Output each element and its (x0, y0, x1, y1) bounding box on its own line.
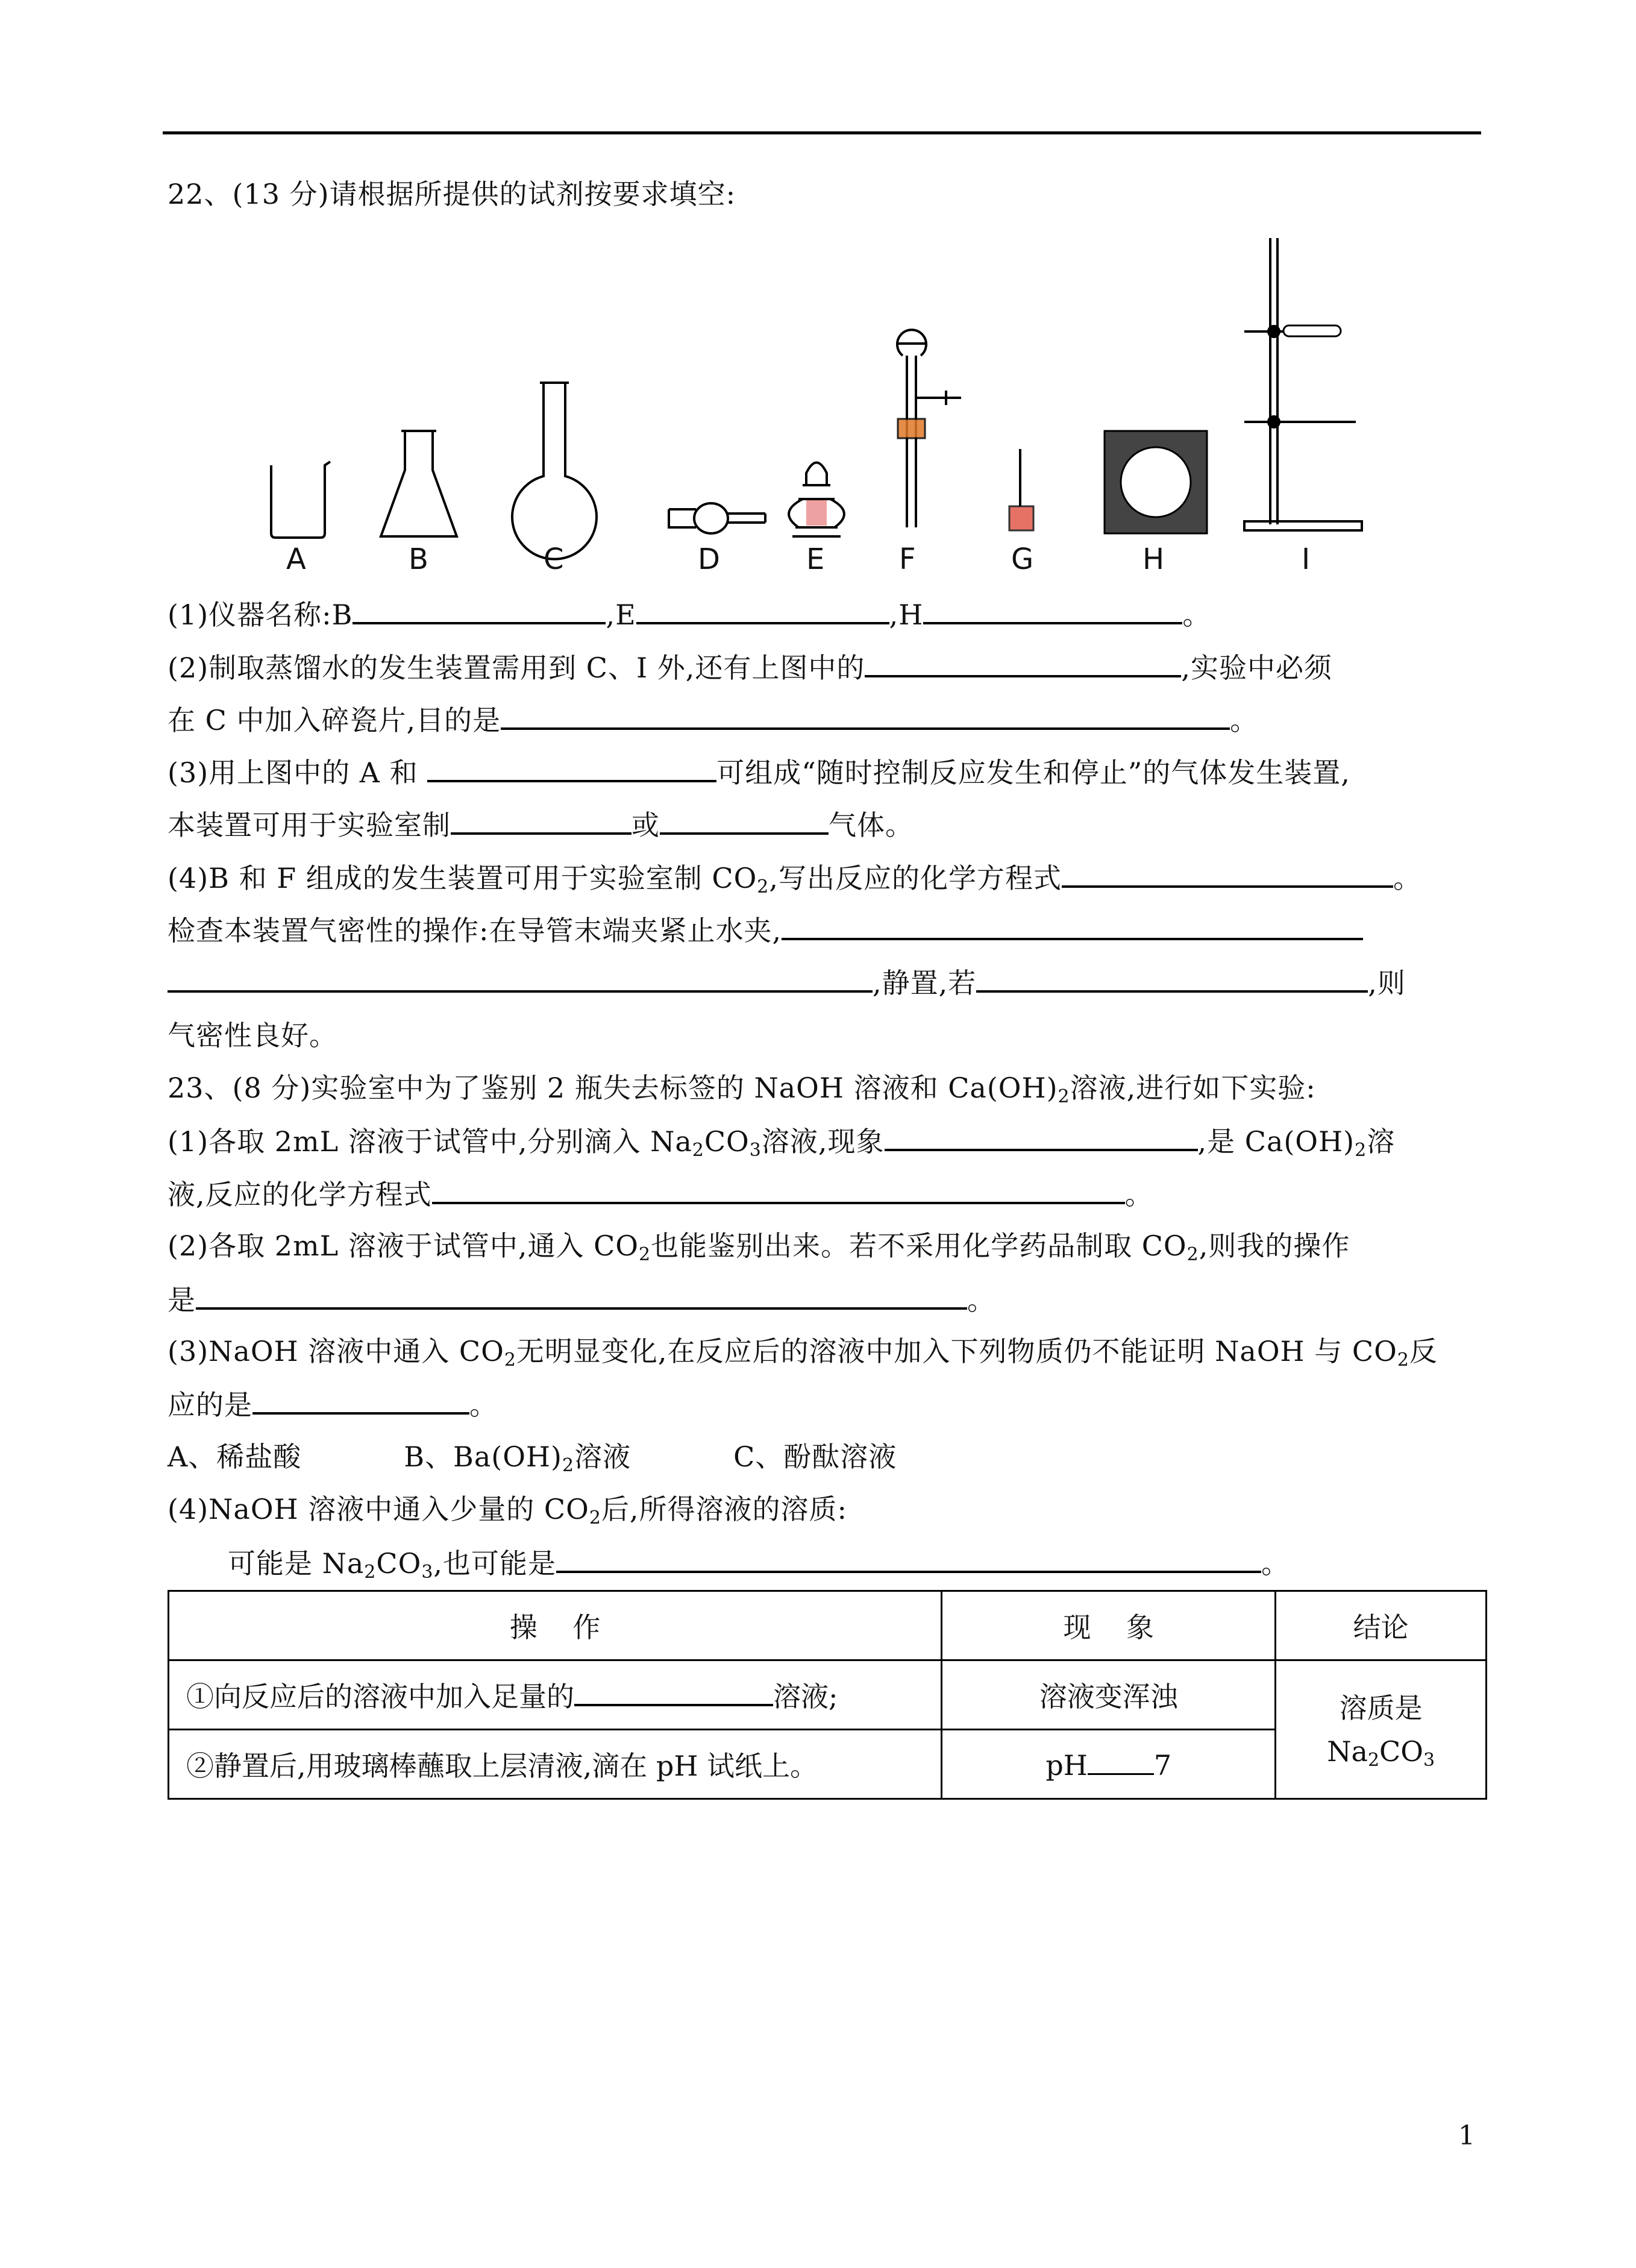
label-E: E (806, 542, 825, 576)
answer-blank-purpose[interactable] (501, 701, 1230, 730)
answer-blank-operation-cont[interactable] (168, 964, 873, 993)
apparatus-drawing (253, 223, 1398, 585)
q23-options (168, 1439, 897, 1475)
answer-blank-gas1[interactable] (451, 806, 632, 835)
q23-part3-line2: 应的是 。 (168, 1386, 498, 1423)
label-D: D (698, 542, 720, 576)
header-phenomenon: 现 象 (942, 1591, 1276, 1660)
page-number: 1 (1458, 2120, 1475, 2151)
bulb-tube-D (669, 509, 696, 527)
label-A: A (286, 542, 306, 576)
q23-part4-line2: 可能是 $Na_2CO_3$,也可能是 。 (228, 1544, 1290, 1582)
answer-blank-solute[interactable] (556, 1544, 1261, 1573)
table-header-row (169, 1591, 1487, 1660)
answer-blank-observation[interactable] (976, 964, 1368, 993)
table-row (169, 1660, 1487, 1730)
q22-part4-line1: (4)B 和 F 组成的发生装置可用于实验室制 $CO_2$,写出反应的化学方程式 。 (168, 859, 1421, 896)
answer-blank-my-operation[interactable] (196, 1281, 967, 1310)
row2-operation: ②静置后,用玻璃棒蘸取上层清液,滴在 pH 试纸上。 (169, 1730, 942, 1799)
row1-phenomenon: 溶液变浑浊 (942, 1660, 1276, 1730)
q23-part2-line1: (2)各取 2mL 溶液于试管中,通入 $CO_2$也能鉴别出来。若不采用化学药品制取 $CO_2$,则我的操作 (168, 1230, 1350, 1265)
q22-title: 22、(13 分)请根据所提供的试剂按要求填空: (168, 178, 736, 210)
answer-blank-distill[interactable] (865, 649, 1181, 677)
iron-stand-I (1244, 238, 1362, 530)
q22-part2-line2: 在 C 中加入碎瓷片,目的是 。 (168, 701, 1258, 738)
flask-B (381, 431, 457, 536)
experiment-table (168, 1590, 1487, 1800)
q23-part3-line1: (3)NaOH 溶液中通入 $CO_2$无明显变化,在反应后的溶液中加入下列物质仍不能证明 NaOH 与 $CO_2$反 (168, 1335, 1438, 1371)
q22-part3-line2: 本装置可用于实验室制 或 气体。 (168, 806, 914, 843)
label-F: F (899, 542, 916, 576)
option-b: B、$Ba(OH)_2$溶液 (404, 1440, 632, 1476)
option-a: A、稀盐酸 (168, 1440, 302, 1473)
row2-phenomenon: pH 7 (942, 1730, 1276, 1799)
answer-blank-H[interactable] (923, 595, 1182, 624)
answer-blank-q23-equation[interactable] (432, 1175, 1125, 1204)
header-operation: 操 作 (169, 1591, 942, 1660)
header-conclusion: 结论 (1276, 1591, 1487, 1660)
label-G: G (1011, 542, 1034, 576)
q22-part2-line1: (2)制取蒸馏水的发生装置需用到 C、I 外,还有上图中的 ,实验中必须 (168, 649, 1332, 686)
answer-blank-reagent[interactable] (574, 1677, 773, 1706)
answer-blank-equation[interactable] (1062, 859, 1393, 888)
label-I: I (1302, 542, 1311, 576)
q22-part4-line2: 检查本装置气密性的操作:在导管末端夹紧止水夹, (168, 911, 1363, 949)
q23-part1-line1: (1)各取 2mL 溶液于试管中,分别滴入 $Na_2CO_3$溶液,现象 ,是 $Ca(OH)_2$溶 (168, 1122, 1395, 1160)
q22-part4-line3: ,静置,若 ,则 (168, 964, 1406, 1001)
apparatus-figure (253, 223, 1398, 585)
label-B: B (409, 542, 428, 576)
q23-part4-line1: (4)NaOH 溶液中通入少量的 $CO_2$后,所得溶液的溶质: (168, 1493, 848, 1528)
beaker-A (271, 462, 330, 538)
answer-blank-gas2[interactable] (660, 806, 829, 835)
answer-blank-choice[interactable] (252, 1386, 469, 1415)
q22-part1: (1)仪器名称:B ,E ,H 。 (168, 595, 1211, 633)
label-H: H (1142, 542, 1165, 576)
q22-part4-line4: 气密性良好。 (168, 1019, 337, 1052)
option-c: C、酚酞溶液 (733, 1440, 897, 1473)
row1-operation: ①向反应后的溶液中加入足量的 溶液; (169, 1660, 942, 1730)
q23-title: 23、(8 分)实验室中为了鉴别 2 瓶失去标签的 NaOH 溶液和 $Ca(OH)_2$溶液,进行如下实验: (168, 1072, 1316, 1107)
answer-blank-B[interactable] (353, 595, 606, 624)
q22-part3-line1: (3)用上图中的 A 和 可组成“随时控制反应发生和停止”的气体发生装置, (168, 753, 1350, 791)
answer-blank-phenomenon[interactable] (885, 1122, 1198, 1151)
answer-blank-E[interactable] (636, 595, 889, 624)
q23-part2-line2: 是 。 (168, 1281, 995, 1318)
flask-C (512, 383, 597, 559)
conclusion-cell: 溶质是 $Na_2CO_3$ (1276, 1660, 1487, 1799)
header-rule (163, 131, 1481, 134)
label-C: C (544, 542, 564, 576)
answer-blank-ph[interactable] (1088, 1747, 1154, 1775)
q23-part1-line2: 液,反应的化学方程式 。 (168, 1175, 1153, 1213)
answer-blank-operation[interactable] (782, 911, 1363, 940)
answer-blank-apparatus[interactable] (427, 753, 716, 782)
